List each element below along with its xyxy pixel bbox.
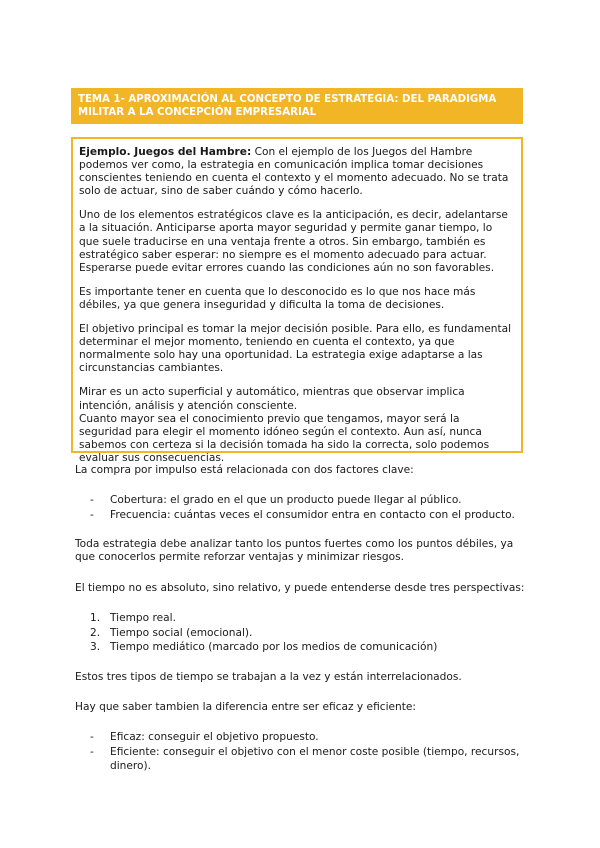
- list-item: 1. Tiempo real.: [90, 612, 176, 624]
- list-item: - Eficiente: conseguir el objetivo con el menor coste posible (tiempo, recursos, dinero).: [90, 745, 520, 773]
- example-paragraph-6: Cuanto mayor sea el conocimiento previo que tengamos, mayor será la seguridad para elegir el momento idóneo según el contexto. Aun así, nunca sabemos con certeza si la decisión tomada ha sido la correcta, solo podemos evaluar sus consecuencias.: [79, 412, 490, 464]
- list-item: 2. Tiempo social (emocional).: [90, 626, 253, 639]
- efficacy-list: [90, 730, 520, 774]
- number-marker: 3.: [90, 641, 101, 654]
- time-paragraph: Estos tres tipos de tiempo se trabajan a la vez y están interrelacionados.: [75, 671, 462, 683]
- impulse-intro: La compra por impulso está relacionada con dos factores clave:: [75, 464, 414, 476]
- dash-marker: -: [90, 494, 94, 506]
- example-lead: Ejemplo. Juegos del Hambre:: [79, 146, 252, 158]
- example-paragraph-3: Es importante tener en cuenta que lo desconocido es lo que nos hace más débiles, ya que genera inseguridad y dificulta la toma de decisiones.: [79, 285, 476, 311]
- dash-marker: -: [90, 731, 94, 743]
- list-item: - Frecuencia: cuántas veces el consumidor entra en contacto con el producto.: [90, 508, 515, 521]
- number-marker: 1.: [90, 612, 101, 624]
- list-item: - Cobertura: el grado en el que un producto puede llegar al público.: [90, 494, 462, 506]
- example-box: [71, 137, 523, 464]
- list-item: 3. Tiempo mediático (marcado por los medios de comunicación): [90, 641, 438, 654]
- chapter-heading: TEMA 1- APROXIMACIÓN AL CONCEPTO DE ESTRATEGIA: DEL PARADIGMA MILITAR A LA CONCEPCIÓN EMPRESARIAL: [71, 88, 523, 124]
- efficacy-intro: Hay que saber tambien la diferencia entre ser eficaz y eficiente:: [75, 701, 416, 713]
- impulse-list: [90, 493, 520, 522]
- time-intro: El tiempo no es absoluto, sino relativo, y puede entenderse desde tres perspectivas:: [75, 582, 525, 594]
- example-paragraph-5: Mirar es un acto superficial y automático, mientras que observar implica intención, análisis y atención consciente.: [79, 386, 465, 412]
- number-marker: 2.: [90, 626, 101, 639]
- example-paragraph-1: Ejemplo. Juegos del Hambre: Con el ejemplo de los Juegos del Hambre podemos ver como, la estrategia en comunicación implica tomar decisiones conscientes teniendo en cuenta el contexto y el momento adecuado. No se trata solo de actuar, sino de saber cuándo y cómo hacerlo.: [79, 146, 509, 198]
- time-list: [90, 611, 520, 655]
- dash-marker: -: [90, 508, 94, 521]
- strategy-paragraph: Toda estrategia debe analizar tanto los puntos fuertes como los puntos débiles, ya que conocerlos permite reforzar ventajas y minimizar riesgos.: [75, 538, 514, 564]
- dash-marker: -: [90, 745, 94, 758]
- example-paragraph-2: Uno de los elementos estratégicos clave es la anticipación, es decir, adelantarse a la situación. Anticiparse aporta mayor seguridad y permite ganar tiempo, lo que suele traducirse en una ventaja frente a otros. Sin embargo, también es estratégico saber esperar: no siempre es el momento adecuado para actuar. Esperarse puede evitar errores cuando las condiciones aún no son favorables.: [79, 209, 508, 274]
- list-item: - Eficaz: conseguir el objetivo propuesto.: [90, 731, 319, 743]
- example-paragraph-4: El objetivo principal es tomar la mejor decisión posible. Para ello, es fundamental determinar el mejor momento, teniendo en cuenta el contexto, ya que normalmente solo hay una oportunidad. La estrategia exige adaptarse a las circunstancias cambiantes.: [79, 323, 512, 375]
